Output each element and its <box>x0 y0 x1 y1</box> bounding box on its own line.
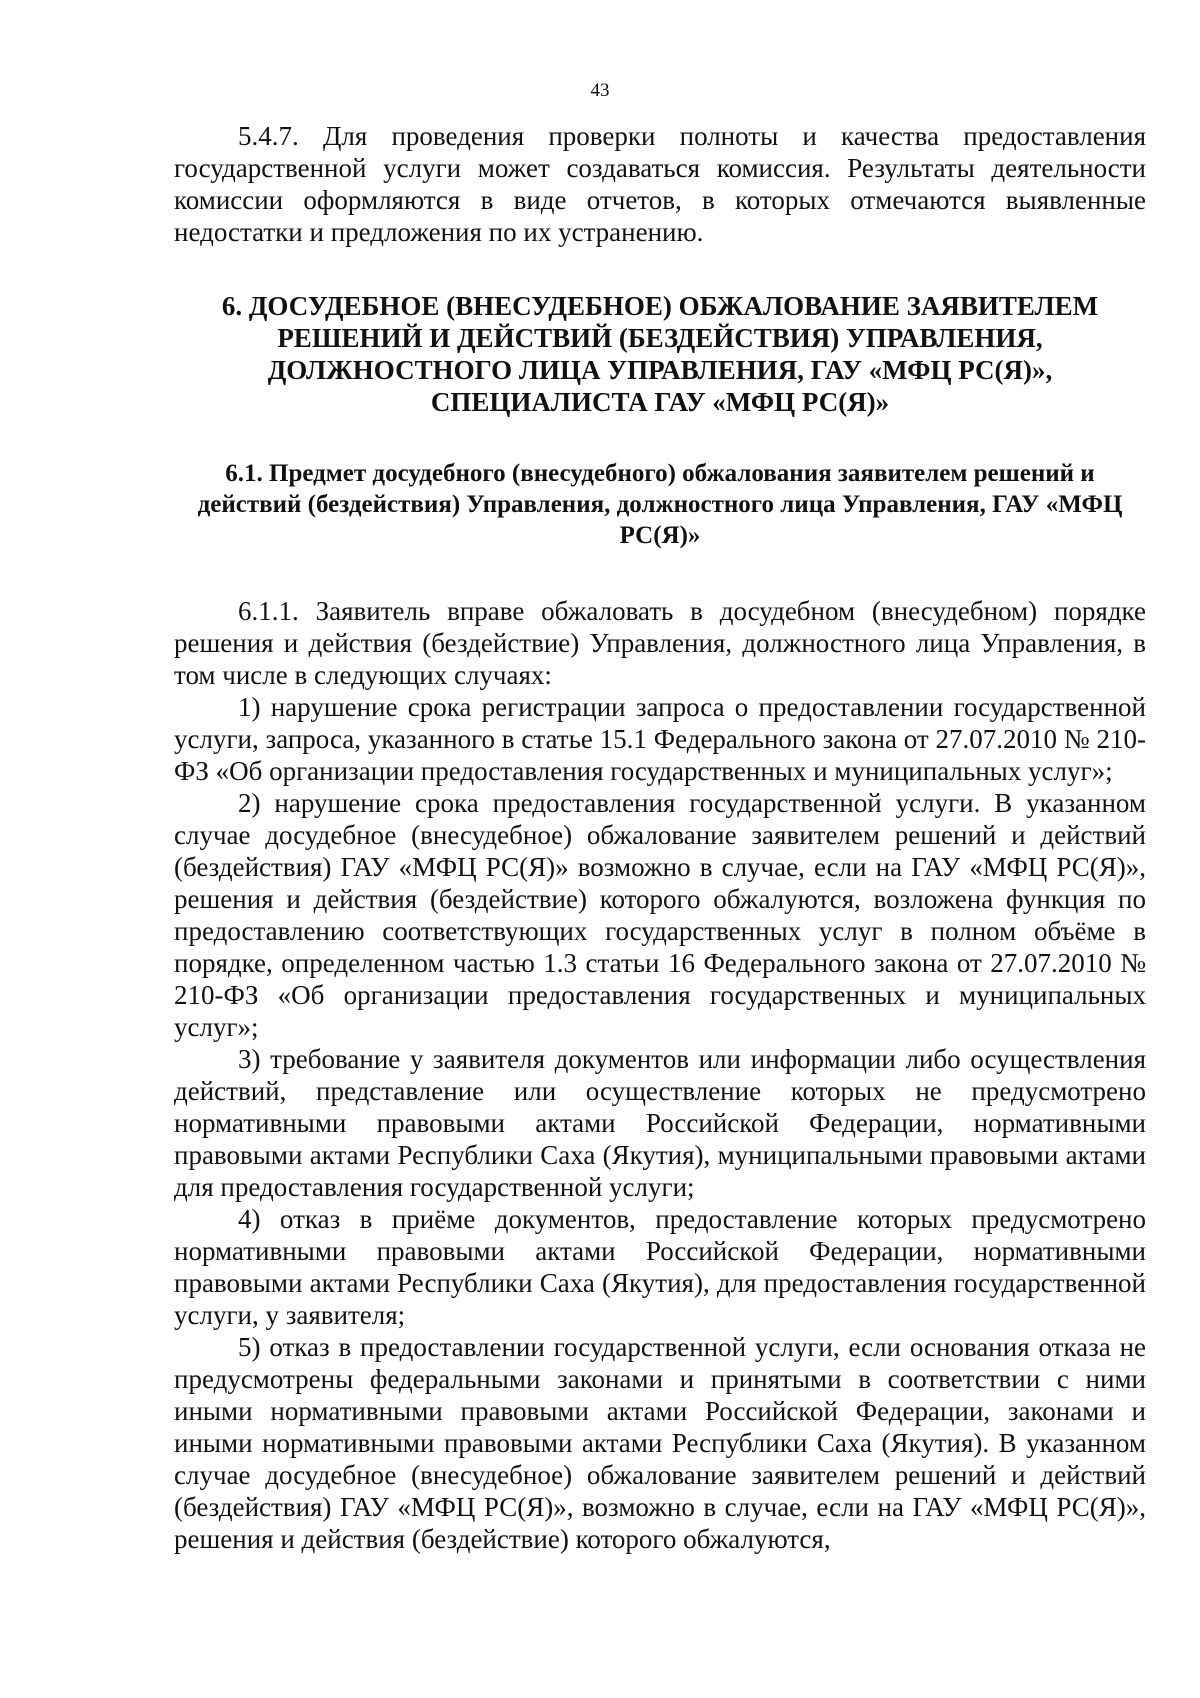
list-item-1: 1) нарушение срока регистрации запроса о предоставлении государственной услуги, запроса, указанного в статье 15.1 Федерального закона от 27.07.2010 № 210-ФЗ «Об организации предоставления государственных и муниципальных услуг»; <box>174 692 1146 786</box>
document-body <box>174 120 1146 1555</box>
list-item-2: 2) нарушение срока предоставления государственной услуги. В указанном случае досудебное (внесудебное) обжалование заявителем решений и действий (бездействия) ГАУ «МФЦ РС(Я)» возможно в случае, если на ГАУ «МФЦ РС(Я)», решения и действия (бездействие) которого обжалуются, возложена функция по предоставлению соответствующих государственных услуг в полном объёме в порядке, определенном частью 1.3 статьи 16 Федерального закона от 27.07.2010 № 210-ФЗ «Об организации предоставления государственных и муниципальных услуг»; <box>174 788 1146 1042</box>
list-item-4: 4) отказ в приёме документов, предоставление которых предусмотрено нормативными правовыми актами Российской Федерации, нормативными правовыми актами Республики Саха (Якутия), для предоставления государственной услуги, у заявителя; <box>174 1204 1146 1330</box>
list-item-3: 3) требование у заявителя документов или информации либо осуществления действий, представление или осуществление которых не предусмотрено нормативными правовыми актами Российской Федерации, нормативными правовыми актами Республики Саха (Якутия), муниципальными правовыми актами для предоставления государственной услуги; <box>174 1044 1146 1202</box>
subsection-title: 6.1. Предмет досудебного (внесудебного) обжалования заявителем решений и действий (бездействия) Управления, должностного лица Управления, ГАУ «МФЦ РС(Я)» <box>197 460 1123 549</box>
paragraph-6-1-1: 6.1.1. Заявитель вправе обжаловать в досудебном (внесудебном) порядке решения и действия (бездействие) Управления, должностного лица Управления, в том числе в следующих случаях: <box>174 596 1146 690</box>
list-item-5: 5) отказ в предоставлении государственной услуги, если основания отказа не предусмотрены федеральными законами и принятыми в соответствии с ними иными нормативными правовыми актами Российской Федерации, законами и иными нормативными правовыми актами Республики Саха (Якутия). В указанном случае досудебное (внесудебное) обжалование заявителем решений и действий (бездействия) ГАУ «МФЦ РС(Я)», возможно в случае, если на ГАУ «МФЦ РС(Я)», решения и действия (бездействие) которого обжалуются, <box>174 1332 1146 1554</box>
page-number: 43 <box>590 80 610 101</box>
paragraph-5-4-7: 5.4.7. Для проведения проверки полноты и качества предоставления государственной услуги может создаваться комиссия. Результаты деятельности комиссии оформляются в виде отчетов, в которых отмечаются выявленные недостатки и предложения по их устранению. <box>174 121 1146 247</box>
section-title: 6. ДОСУДЕБНОЕ (ВНЕСУДЕБНОЕ) ОБЖАЛОВАНИЕ ЗАЯВИТЕЛЕМ РЕШЕНИЙ И ДЕЙСТВИЙ (БЕЗДЕЙСТВИЯ) УПРАВЛЕНИЯ, ДОЛЖНОСТНОГО ЛИЦА УПРАВЛЕНИЯ, ГАУ «МФЦ РС(Я)», СПЕЦИАЛИСТА ГАУ «МФЦ РС(Я)» <box>221 291 1099 417</box>
